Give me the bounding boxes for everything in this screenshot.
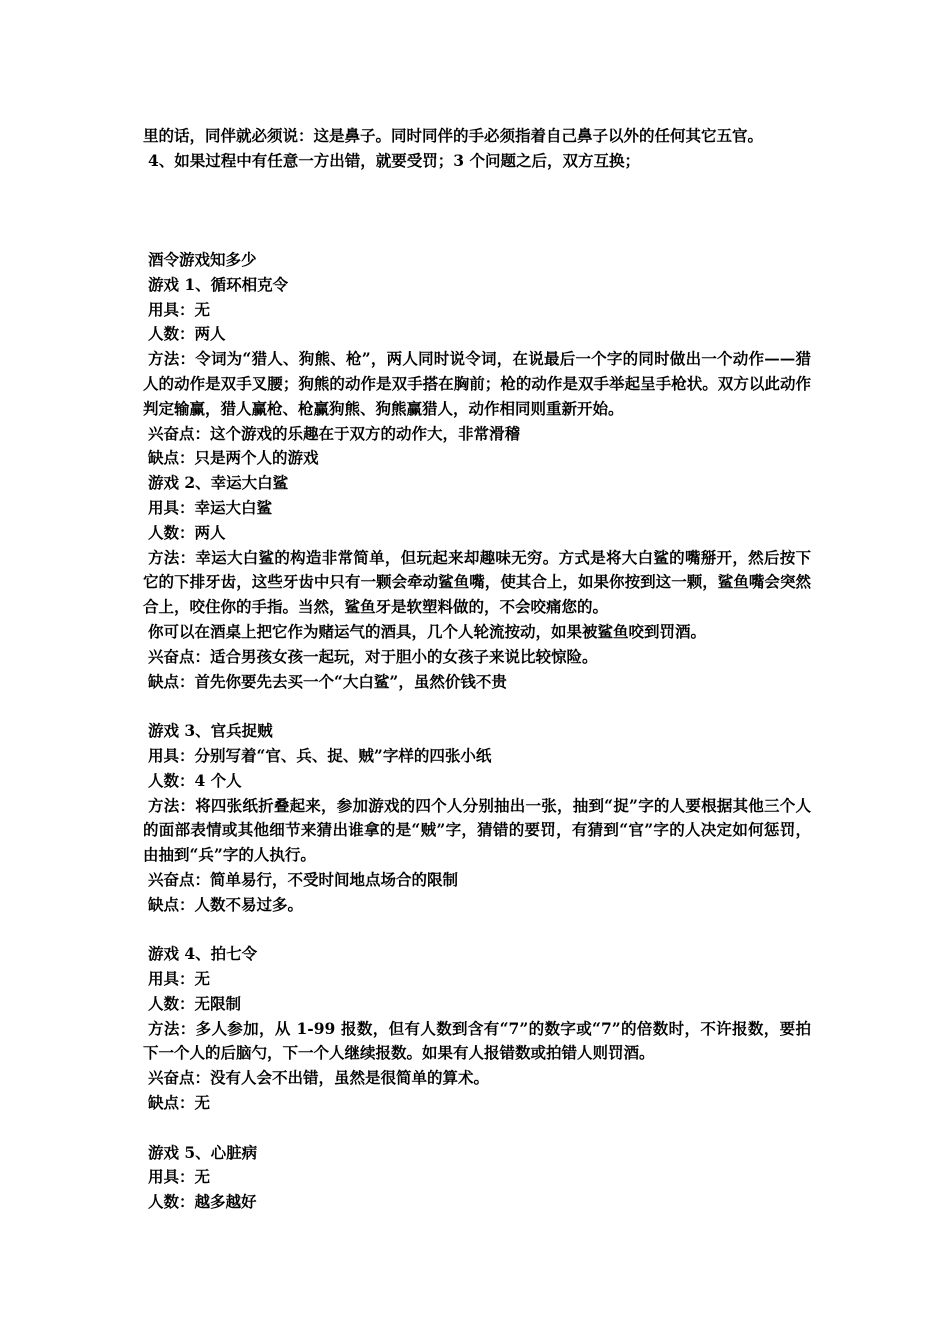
game-fun: 兴奋点：适合男孩女孩一起玩，对于胆小的女孩子来说比较惊险。 [148,646,598,666]
game-tools: 用具：幸运大白鲨 [148,497,273,517]
game-extra: 你可以在酒桌上把它作为赌运气的酒具，几个人轮流按动，如果被鲨鱼咬到罚酒。 [148,621,707,641]
intro-line-1: 里的话，同伴就必须说：这是鼻子。同时同伴的手必须指着自己鼻子以外的任何其它五官。 [143,126,764,145]
game-tools: 用具：无 [148,969,211,989]
game-method: 方法：将四张纸折叠起来，参加游戏的四个人分别抽出一张，抽到“捉”字的人要根据其他三个人的面部表情或其他细节来猜出谁拿的是“贼”字，猜错的要罚，有猜到“官”字的人决定如何惩罚，由抽到“兵”字的人执行。 [143,795,811,865]
game-tools: 用具：无 [148,299,211,319]
game-method: 方法：多人参加，从 1-99 报数，但有人数到含有“7”的数字或“7”的倍数时，不许报数，要拍下一个人的后脑勺，下一个人继续报数。如果有人报错数或拍错人则罚酒。 [143,1018,811,1063]
game-title: 游戏 3、官兵捉贼 [148,721,273,741]
game-fun: 兴奋点：这个游戏的乐趣在于双方的动作大，非常滑稽 [148,423,521,443]
game-method: 方法：幸运大白鲨的构造非常简单，但玩起来却趣味无穷。方式是将大白鲨的嘴掰开，然后按下它的下排牙齿，这些牙齿中只有一颗会牵动鲨鱼嘴，使其合上，如果你按到这一颗，鲨鱼嘴会突然合上，咬住你的手指。当然，鲨鱼牙是软塑料做的，不会咬痛您的。 [143,547,811,617]
game-fun: 兴奋点：没有人会不出错，虽然是很简单的算术。 [148,1068,490,1088]
game-cons: 缺点：人数不易过多。 [148,894,304,914]
game-2 [143,471,811,694]
game-people: 人数：4 个人 [148,770,242,790]
game-1 [143,273,811,471]
game-title: 游戏 5、心脏病 [148,1142,258,1162]
game-people: 人数：越多越好 [148,1192,257,1212]
section-title: 酒令游戏知多少 [148,249,257,269]
game-fun: 兴奋点：简单易行，不受时间地点场合的限制 [148,869,459,889]
spacer [143,1116,811,1141]
game-cons: 缺点：无 [148,1093,211,1113]
spacer [143,918,811,943]
game-tools: 用具：无 [148,1167,211,1187]
game-title: 游戏 4、拍七令 [148,944,258,964]
document-page [143,124,811,1215]
spacer [143,174,811,248]
game-cons: 缺点：只是两个人的游戏 [148,448,319,468]
intro-line-2: 4、如果过程中有任意一方出错，就要受罚；3 个问题之后，双方互换； [148,150,640,170]
game-3 [143,719,811,917]
game-title: 游戏 2、幸运大白鲨 [148,473,289,493]
game-5 [143,1141,811,1215]
game-cons: 缺点：首先你要先去买一个“大白鲨”，虽然价钱不贵 [148,671,507,691]
spacer [143,694,811,719]
game-method: 方法：令词为“猎人、狗熊、枪”，两人同时说令词，在说最后一个字的同时做出一个动作——猎人的动作是双手叉腰；狗熊的动作是双手搭在胸前；枪的动作是双手举起呈手枪状。双方以此动作判定输赢，猎人赢枪、枪赢狗熊、狗熊赢猎人，动作相同则重新开始。 [143,349,811,418]
game-title: 游戏 1、循环相克令 [148,274,289,294]
game-people: 人数：两人 [148,522,226,542]
game-tools: 用具：分别写着“官、兵、捉、贼”字样的四张小纸 [148,745,492,765]
game-4 [143,942,811,1116]
game-people: 人数：无限制 [148,993,242,1013]
game-people: 人数：两人 [148,324,226,344]
